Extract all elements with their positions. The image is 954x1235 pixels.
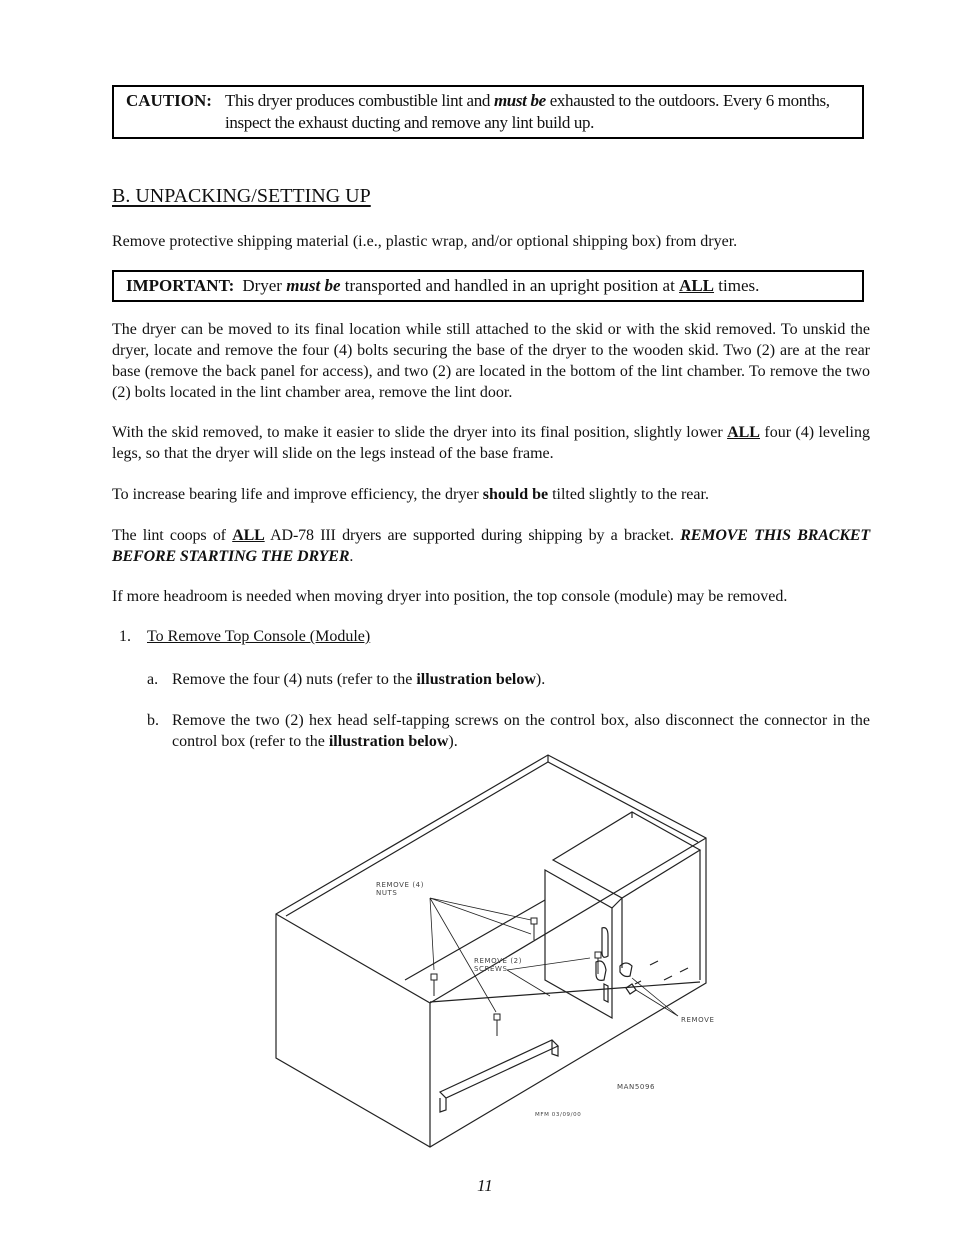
- callout-leaders: [430, 898, 678, 1016]
- paragraph-unskid: The dryer can be moved to its final location while still attached to the skid or with the skid removed. To unskid the dryer, locate and remove the four (4) bolts securing the base of the dryer to the wooden skid. Two (2) are at the rear base (remove the back panel for access), and two (2) are located in the bottom of the lint chamber. To remove the two (2) bolts located in the lint chamber area, remove the lint door.: [112, 321, 870, 401]
- cabinet-floor: [405, 900, 700, 1002]
- paragraph-headroom: If more headroom is needed when moving dryer into position, the top console (module) may be removed.: [112, 588, 788, 605]
- section-title: B. UNPACKING/SETTING UP: [112, 185, 371, 207]
- important-label: IMPORTANT:: [126, 276, 235, 295]
- caution-label: CAUTION:: [126, 91, 212, 110]
- label-remove-nuts-1: REMOVE (4): [376, 881, 425, 889]
- panel-slot: [602, 928, 608, 958]
- step-a-letter: a.: [147, 671, 159, 688]
- caution-box: [112, 85, 864, 139]
- cabinet-front-edge: [276, 914, 430, 1147]
- console-removal-illustration: [270, 752, 720, 1152]
- step-a-text: Remove the four (4) nuts (refer to the illustration below).: [172, 671, 546, 688]
- label-remove-screws-1: REMOVE (2): [474, 957, 523, 965]
- caution-text: This dryer produces combustible lint and must be exhausted to the outdoors. Every 6 months, inspect the exhaust ducting and remove any lint build up.: [225, 91, 830, 132]
- list-item-number: 1.: [119, 628, 131, 645]
- step-b-text: Remove the two (2) hex head self-tapping screws on the control box, also disconnect the connector in the control box (refer to the illustration below).: [172, 712, 870, 750]
- connector: [620, 963, 632, 977]
- label-remove-screws-2: SCREWS: [474, 965, 508, 973]
- step-a: [147, 669, 870, 690]
- paragraph-leveling-legs: With the skid removed, to make it easier to slide the dryer into its final position, slightly lower ALL four (4) leveling legs, so that the dryer will slide on the legs instead of the base frame.: [112, 424, 870, 462]
- important-text: Dryer must be transported and handled in an upright position at ALL times.: [242, 276, 760, 295]
- nut-bolts: [431, 918, 601, 1036]
- list-item-title: To Remove Top Console (Module): [147, 628, 371, 645]
- drawing-number: MAN5096: [617, 1083, 656, 1091]
- label-remove-nuts-2: NUTS: [376, 889, 398, 897]
- list-item-remove-console: [119, 628, 370, 646]
- step-b: [147, 710, 870, 752]
- label-remove-connector: REMOVE: [681, 1016, 715, 1024]
- cabinet-inner-rim: [286, 762, 698, 916]
- paragraph-tilt: To increase bearing life and improve efficiency, the dryer should be tilted slightly to the rear.: [112, 486, 709, 503]
- cabinet-top-front: [430, 838, 706, 1003]
- important-box: [112, 270, 864, 302]
- step-b-letter: b.: [147, 712, 159, 729]
- drawer-date: MFM 03/09/00: [535, 1112, 582, 1118]
- page-number: 11: [477, 1176, 493, 1195]
- paragraph-remove-material: Remove protective shipping material (i.e., plastic wrap, and/or optional shipping box) from dryer.: [112, 233, 738, 250]
- paragraph-bracket: The lint coops of ALL AD-78 III dryers are supported during shipping by a bracket. REMOVE THIS BRACKET BEFORE STARTING THE DRYER.: [112, 527, 870, 565]
- lint-bracket: [440, 1040, 558, 1098]
